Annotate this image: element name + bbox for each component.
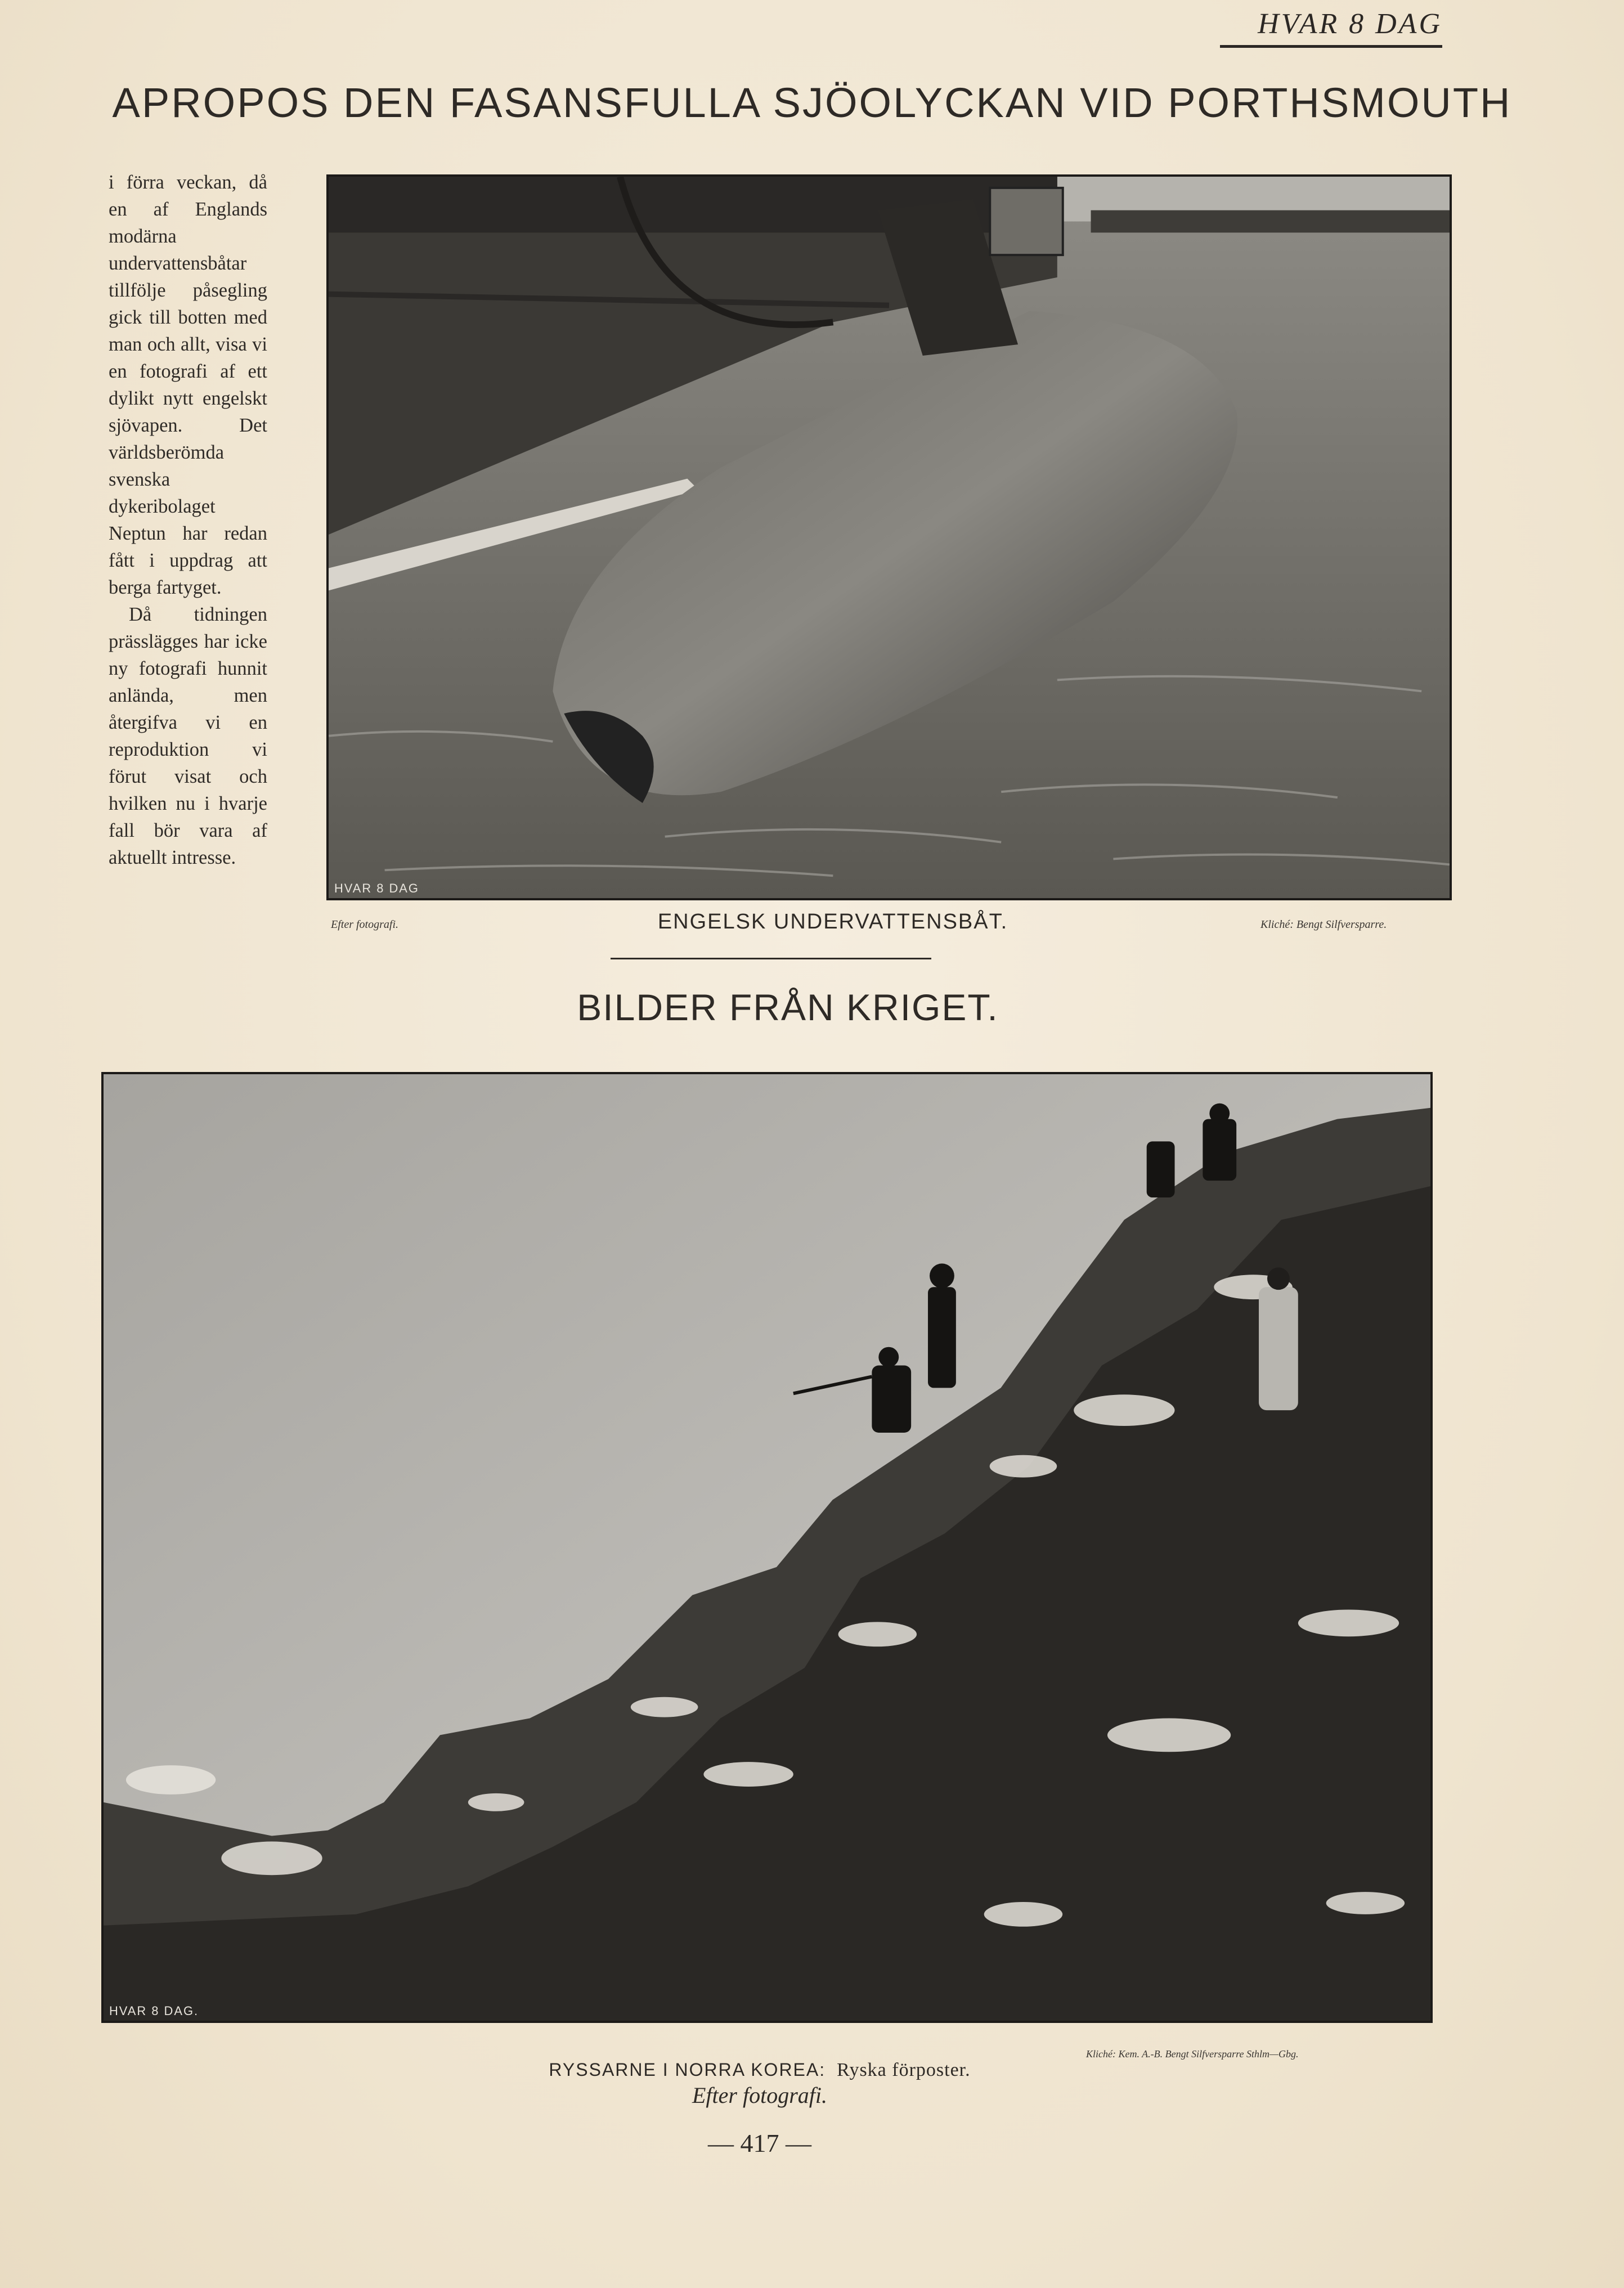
intro-paragraph-2: Då tidningen prässlägges har icke ny fotografi hunnit anlända, men återgifva vi en reproduktion vi förut visat och hvilken nu i hvarje fall bör vara af aktuellt intresse.	[109, 604, 267, 868]
bottom-caption-sub: Ryska förposter.	[837, 2060, 971, 2080]
submarine-illustration	[329, 177, 1450, 898]
bottom-photo-watermark: HVAR 8 DAG.	[109, 2004, 199, 2018]
submarine-photo	[326, 174, 1452, 900]
top-photo-credit-left: Efter fotografi.	[331, 918, 398, 931]
running-head: HVAR 8 DAG	[1220, 6, 1442, 48]
top-photo-watermark: HVAR 8 DAG	[334, 881, 419, 896]
section-title: BILDER FRÅN KRIGET.	[577, 986, 999, 1028]
intro-paragraph-1: i förra veckan, då en af Englands modärna undervattensbåtar tillfölje påsegling gick till botten med man och allt, visa vi en fotografi af ett dylikt nytt engelskt sjövapen. Det världsberömda svenska dykeribolaget Neptun har redan fått i uppdrag att berga fartyget.	[109, 172, 267, 598]
section-divider	[611, 958, 931, 959]
main-title: APROPOS DEN FASANSFULLA SJÖOLYCKAN VID PORTHSMOUTH	[112, 79, 1512, 126]
bottom-photo-source: Efter fotografi.	[692, 2083, 827, 2108]
bottom-photo-credit-right: Kliché: Kem. A.-B. Bengt Silfversparre Sthlm—Gbg.	[1086, 2048, 1299, 2060]
intro-text	[109, 169, 267, 871]
top-photo-credit-right: Kliché: Bengt Silfversparre.	[1260, 918, 1387, 931]
bottom-photo-caption	[394, 2060, 1125, 2081]
page-number: — 417 —	[708, 2129, 811, 2157]
bottom-caption-main: RYSSARNE I NORRA KOREA:	[549, 2060, 826, 2080]
war-photo	[101, 1072, 1433, 2023]
top-photo-caption: ENGELSK UNDERVATTENSBÅT.	[657, 910, 1008, 934]
korea-cliff-illustration	[104, 1074, 1430, 2021]
